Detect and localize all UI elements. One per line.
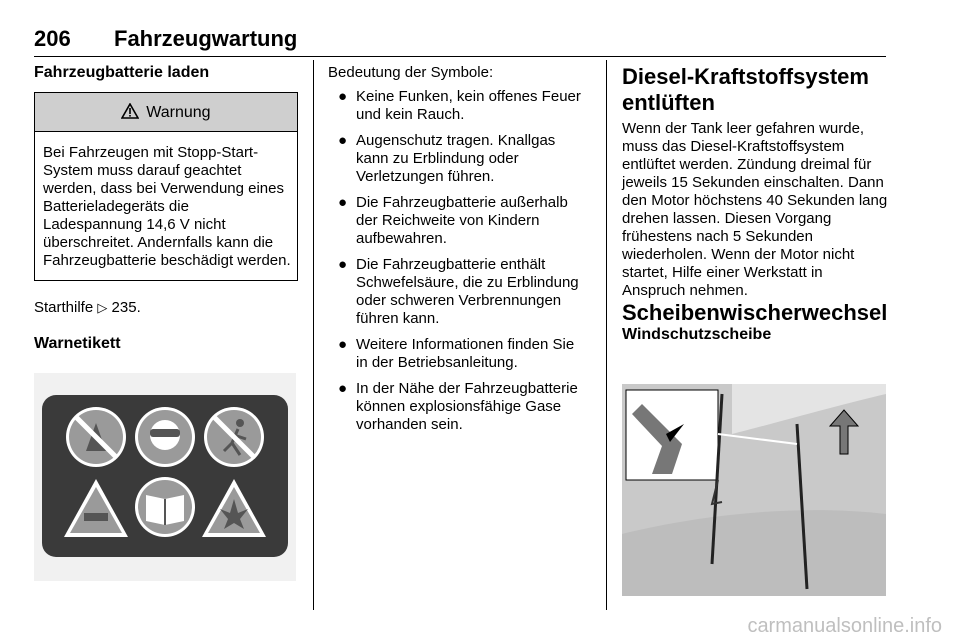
page-number: 206	[34, 26, 71, 51]
symbols-list	[328, 88, 590, 434]
column-divider-1	[313, 60, 314, 610]
list-item: ● Die Fahrzeugbatterie außerhalb der Reichweite von Kindern aufbewahren.	[338, 194, 568, 247]
diesel-text: Wenn der Tank leer gefahren wurde, muss das Diesel-Kraftstoffsystem entlüftet werden. Zündung dreimal für jeweils 15 Sekunden einschalten. Dann den Motor höchstens 40 Sekunden lang drehen lassen. Diesen Vorgang frühestens nach 5 Sekunden wiederholen. Wenn der Motor nicht startet, Hilfe einer Werkstatt in Anspruch nehmen.	[622, 120, 888, 299]
bullet-icon: ●	[338, 194, 348, 211]
jump-start-label: Starthilfe	[34, 299, 94, 316]
warning-text: Bei Fahrzeugen mit Stopp-Start-System muss darauf geachtet werden, dass bei Verwendung eines Batterieladegeräts die Ladespannung 14,6 V nicht überschreitet. Andernfalls kann die Fahrzeugbatterie beschädigt werden.	[43, 144, 291, 269]
jump-start-reference	[34, 299, 298, 317]
section-heading-warning-label: Warnetikett	[34, 335, 121, 352]
eye-protection-icon	[135, 407, 195, 467]
section-heading-battery-charging: Fahrzeugbatterie laden	[34, 64, 210, 81]
bullet-icon: ●	[338, 336, 348, 353]
column-left	[34, 64, 298, 581]
section-heading-wiper: Scheibenwischerwechsel	[622, 300, 888, 325]
column-middle	[328, 64, 590, 442]
bullet-icon: ●	[338, 256, 348, 273]
subheading-windscreen: Windschutzscheibe	[622, 326, 772, 343]
bullet-icon: ●	[338, 88, 348, 105]
wiper-blade-image	[622, 384, 886, 596]
warning-box	[34, 92, 298, 281]
no-fire-icon	[66, 407, 126, 467]
list-item: ● In der Nähe der Fahrzeugbatterie können explosionsfähige Gase vorhanden sein.	[338, 380, 578, 433]
symbols-intro: Bedeutung der Symbole:	[328, 64, 494, 81]
warning-title: Warnung	[146, 104, 211, 121]
list-item: ● Augenschutz tragen. Knallgas kann zu Erblindung oder Verletzungen führen.	[338, 132, 556, 185]
list-item: ● Weitere Informationen finden Sie in der Betriebsanleitung.	[338, 336, 575, 371]
jump-start-page: 235.	[111, 299, 141, 316]
bullet-icon: ●	[338, 132, 348, 149]
list-item: ● Keine Funken, kein offenes Feuer und kein Rauch.	[338, 88, 581, 123]
chapter-title: Fahrzeugwartung	[114, 26, 298, 51]
column-divider-2	[606, 60, 607, 610]
column-right	[622, 64, 888, 354]
watermark: carmanualsonline.info	[747, 615, 942, 637]
list-item: ● Die Fahrzeugbatterie enthält Schwefelsäure, die zu Erblindung oder schweren Verbrennungen führen kann.	[338, 256, 579, 327]
manual-book-icon	[135, 477, 195, 537]
keep-away-from-children-icon	[204, 407, 264, 467]
bullet-icon: ●	[338, 380, 348, 397]
section-heading-diesel: Diesel-Kraftstoffsystem entlüften	[622, 64, 869, 115]
warning-header	[35, 93, 297, 132]
battery-warning-label-image	[34, 373, 296, 581]
warning-triangle-icon	[121, 102, 144, 121]
page-header	[34, 26, 886, 57]
page-reference-icon: ▷	[97, 300, 108, 315]
